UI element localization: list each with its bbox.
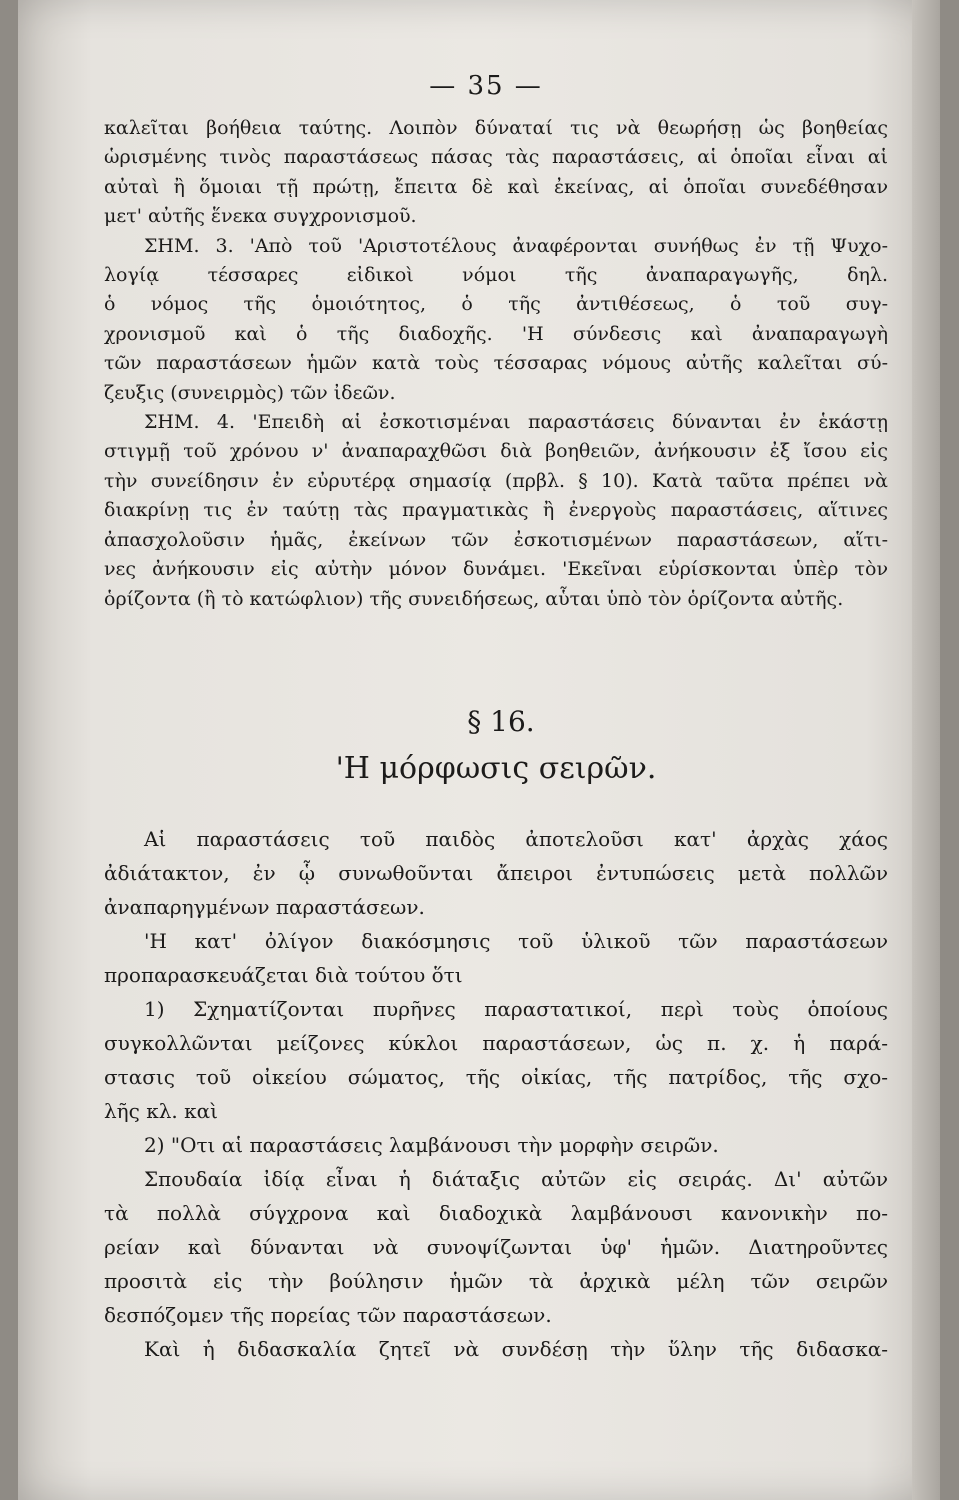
book-page <box>18 0 940 1500</box>
text-line: ὡρισμένης τινὸς παραστάσεως πάσας τὰς παραστάσεις, αἱ ὁποῖαι εἶναι αἱ <box>104 146 888 169</box>
text-line: ἀδιάτακτον, ἐν ᾧ συνωθοῦνται ἄπειροι ἐντυπώσεις μετὰ πολλῶν <box>104 860 888 885</box>
paragraph <box>104 1332 888 1366</box>
paragraph <box>104 924 888 992</box>
text-line: 2) "Οτι αἱ παραστάσεις λαμβάνουσι τὴν μορφὴν σειρῶν. <box>144 1132 719 1157</box>
text-line: Σπουδαία ἰδίᾳ εἶναι ἡ διάταξις αὐτῶν εἰς σειράς. Δι' αὐτῶν <box>144 1166 888 1191</box>
text-line: προσιτὰ εἰς τὴν βούλησιν ἡμῶν τὰ ἀρχικὰ μέλη τῶν σειρῶν <box>104 1268 888 1293</box>
text-line: τὰ πολλὰ σύγχρονα καὶ διαδοχικὰ λαμβάνουσι κανονικὴν πο- <box>104 1200 888 1225</box>
page-number: — 35 — <box>429 71 543 101</box>
text-line: στιγμῇ τοῦ χρόνου ν' ἀναπαραχθῶσι διὰ βοηθειῶν, ἀνήκουσιν ἐξ ἴσου εἰς <box>104 440 888 463</box>
text-line: προπαρασκευάζεται διὰ τούτου ὅτι <box>104 962 463 987</box>
text-line: ὁρίζοντα (ἢ τὸ κατώφλιον) τῆς συνειδήσεως, αὗται ὑπὸ τὸν ὁρίζοντα αὐτῆς. <box>104 587 844 610</box>
text-line: 1) Σχηματίζονται πυρῆνες παραστατικοί, περὶ τοὺς ὁποίους <box>144 996 888 1021</box>
text-line: καλεῖται βοήθεια ταύτης. Λοιπὸν δύναταί τις νὰ θεωρήσῃ ὡς βοηθείας <box>104 117 888 139</box>
list-item-2 <box>104 1128 888 1162</box>
text-line: 'Η κατ' ὀλίγον διακόσμησις τοῦ ὑλικοῦ τῶν παραστάσεων <box>144 928 888 953</box>
bottom-paragraphs <box>104 822 888 1366</box>
text-line: ὁ νόμος τῆς ὁμοιότητος, ὁ τῆς ἀντιθέσεως, ὁ τοῦ συγ- <box>104 293 888 316</box>
text-line: ζευξις (συνειρμὸς) τῶν ἰδεῶν. <box>104 381 396 404</box>
text-line: μετ' αὐτῆς ἕνεκα συγχρονισμοῦ. <box>104 205 417 228</box>
text-line: τῶν παραστάσεων ἡμῶν κατὰ τοὺς τέσσαρας νόμους αὐτῆς καλεῖται σύ- <box>104 352 888 375</box>
text-line: ρείαν καὶ δύνανται νὰ συνοψίζωνται ὑφ' ἡμῶν. Διατηροῦντες <box>104 1234 888 1259</box>
paragraph-continuation <box>104 114 888 232</box>
text-line: Καὶ ἡ διδασκαλία ζητεῖ νὰ συνδέσῃ τὴν ὕλην τῆς διδασκα- <box>144 1336 888 1361</box>
text-line: λογίᾳ τέσσαρες εἰδικοὶ νόμοι τῆς ἀναπαραγωγῆς, δηλ. <box>104 264 888 287</box>
text-line: Αἱ παραστάσεις τοῦ παιδὸς ἀποτελοῦσι κατ' ἀρχὰς χάος <box>144 826 888 851</box>
paragraph <box>104 1162 888 1332</box>
text-line: χρονισμοῦ καὶ ὁ τῆς διαδοχῆς. 'Η σύνδεσις καὶ ἀναπαραγωγὴ <box>104 322 888 345</box>
paragraph <box>104 822 888 924</box>
note-4-paragraph <box>104 408 888 614</box>
top-paragraphs <box>104 114 888 614</box>
section-number: § 16. <box>467 704 535 738</box>
list-item-1 <box>104 992 888 1128</box>
text-line: συγκολλῶνται μείζονες κύκλοι παραστάσεων, ὡς π. χ. ἡ παρά- <box>104 1030 888 1055</box>
text-line: ἀναπαρηγμένων παραστάσεων. <box>104 894 425 919</box>
section-spacer <box>104 614 888 700</box>
text-line: ΣΗΜ. 4. 'Επειδὴ αἱ ἐσκοτισμέναι παραστάσεις δύνανται ἐν ἑκάστῃ <box>144 411 888 434</box>
text-line: αὐταὶ ἢ ὅμοιαι τῇ πρώτῃ, ἔπειτα δὲ καὶ ἐκείνας, αἱ ὁποῖαι συνεδέθησαν <box>104 175 888 198</box>
page-edge <box>912 0 940 1500</box>
text-line: νες ἀνήκουσιν εἰς αὐτὴν μόνον δυνάμει. 'Εκεῖναι εὑρίσκονται ὑπὲρ τὸν <box>104 558 888 581</box>
text-line: ΣΗΜ. 3. 'Απὸ τοῦ 'Αριστοτέλους ἀναφέρονται συνήθως ἐν τῇ Ψυχο- <box>144 234 888 257</box>
page-text <box>104 58 888 1366</box>
text-line: ἀπασχολοῦσιν ἡμᾶς, ἐκείνων τῶν ἐσκοτισμένων παραστάσεων, αἵτι- <box>104 528 888 551</box>
text-line: διακρίνῃ τις ἐν ταύτῃ τὰς πραγματικὰς ἢ ἐνεργοὺς παραστάσεις, αἵτινες <box>104 499 888 522</box>
note-3-paragraph <box>104 232 888 408</box>
text-line: λῆς κλ. καὶ <box>104 1098 218 1123</box>
text-line: δεσπόζομεν τῆς πορείας τῶν παραστάσεων. <box>104 1302 552 1327</box>
section-title: 'Η μόρφωσις σειρῶν. <box>335 750 657 786</box>
text-line: στασις τοῦ οἰκείου σώματος, τῆς οἰκίας, τῆς πατρίδος, τῆς σχο- <box>104 1064 888 1089</box>
text-line: τὴν συνείδησιν ἐν εὐρυτέρᾳ σημασίᾳ (πρβλ. § 10). Κατὰ ταῦτα πρέπει νὰ <box>104 469 888 492</box>
